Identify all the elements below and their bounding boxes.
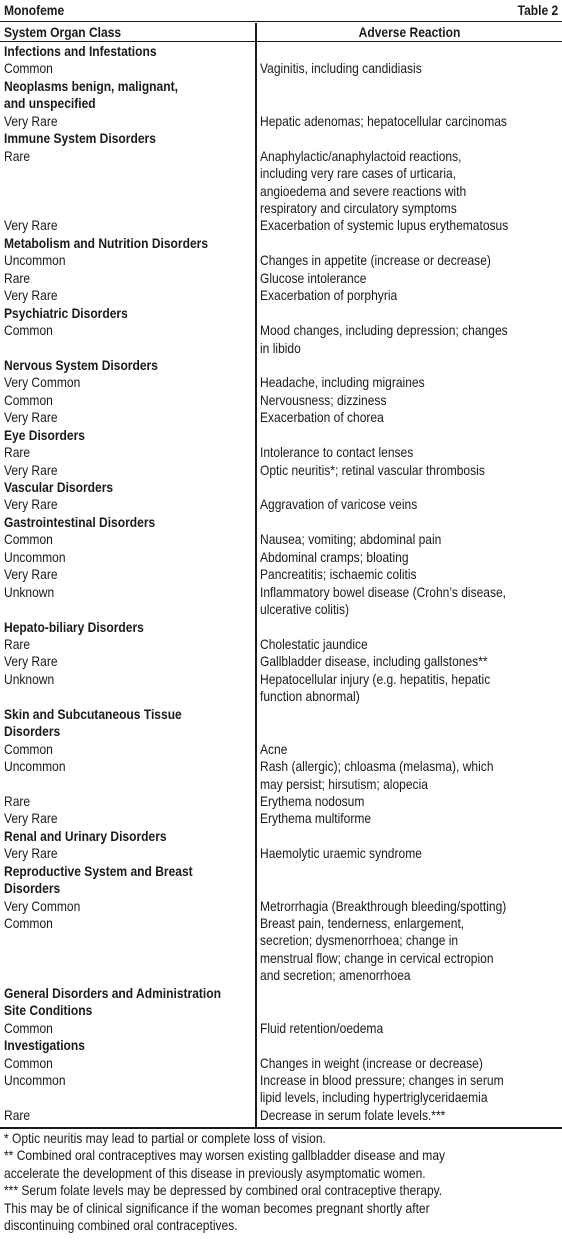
adverse-reaction-cell: Cholestatic jaundice [260,635,368,652]
adverse-reaction-cell: Glucose intolerance [260,269,367,286]
category-row [0,706,562,741]
footnote: ** Combined oral contraceptives may worsen existing gallbladder disease and may accelerate the development of this disease in previously asymptomatic women. [4,1147,446,1181]
table-number: Table 2 [517,2,558,18]
system-organ-class: General Disorders and Administration Site Conditions [4,984,222,1019]
frequency-cell: Rare [4,1106,31,1123]
category-row [0,130,562,147]
table-row [0,549,562,566]
frequency-cell: Very Rare [4,810,58,827]
frequency-cell: Rare [4,792,31,809]
frequency-cell: Unknown [4,670,55,687]
adverse-reaction-cell: Vaginitis, including candidiasis [260,60,422,77]
category-row [0,863,562,898]
table-row [0,636,562,653]
frequency-cell: Rare [4,635,31,652]
frequency-cell: Very Rare [4,653,58,670]
frequency-cell: Uncommon [4,758,66,775]
table-row [0,1055,562,1072]
adverse-reaction-cell: Metrorrhagia (Breakthrough bleeding/spotting) [260,897,507,914]
table-row [0,671,562,706]
adverse-reaction-cell: Nausea; vomiting; abdominal pain [260,531,442,548]
table-row [0,496,562,513]
system-organ-class: Immune System Disorders [4,130,156,147]
table-row [0,287,562,304]
frequency-cell: Very Common [4,897,81,914]
frequency-cell: Uncommon [4,252,66,269]
table-row [0,252,562,269]
frequency-cell: Common [4,1054,53,1071]
adverse-reaction-cell: Breast pain, tenderness, enlargement, secretion; dysmenorrhoea; change in menstrual flow; change in cervical ectropion and secretion; amenorrhoea [260,915,494,984]
frequency-cell: Very Rare [4,217,58,234]
frequency-cell: Common [4,740,53,757]
table-row [0,758,562,793]
category-row [0,78,562,113]
adverse-reaction-cell: Exacerbation of chorea [260,409,384,426]
adverse-reaction-cell: Increase in blood pressure; changes in serum lipid levels, including hypertriglyceridaemia [260,1072,504,1106]
frequency-cell: Very Rare [4,461,58,478]
system-organ-class: Investigations [4,1037,85,1054]
category-row [0,514,562,531]
table-row [0,270,562,287]
column-header-adverse-reaction: Adverse Reaction [358,24,461,40]
table-row [0,793,562,810]
adverse-reaction-cell: Optic neuritis*; retinal vascular thrombosis [260,461,485,478]
system-organ-class: Hepato-biliary Disorders [4,618,144,635]
adverse-reaction-cell: Hepatic adenomas; hepatocellular carcinomas [260,112,507,129]
category-row [0,235,562,252]
table-row [0,1107,562,1124]
adverse-reaction-cell: Erythema nodosum [260,792,365,809]
adverse-reaction-cell: Mood changes, including depression; changes in libido [260,322,508,356]
table-row [0,113,562,130]
table-header-row [0,23,562,42]
table-row [0,217,562,234]
table-row [0,566,562,583]
frequency-cell: Rare [4,444,31,461]
adverse-reaction-cell: Acne [260,740,288,757]
adverse-reaction-cell: Anaphylactic/anaphylactoid reactions, including very rare cases of urticaria, angioedema and severe reactions with respiratory and circulatory symptoms [260,147,467,216]
system-organ-class: Reproductive System and Breast Disorders [4,862,193,897]
table-row [0,915,562,985]
frequency-cell: Common [4,391,53,408]
frequency-cell: Very Rare [4,287,58,304]
frequency-cell: Very Common [4,374,81,391]
system-organ-class: Neoplasms benign, malignant, and unspecified [4,77,178,112]
frequency-cell: Uncommon [4,548,66,565]
table-row [0,374,562,391]
footnotes [4,1130,559,1235]
frequency-cell: Very Rare [4,409,58,426]
system-organ-class: Vascular Disorders [4,479,114,496]
table-row [0,1072,562,1107]
adverse-reaction-cell: Changes in appetite (increase or decrease) [260,252,491,269]
adverse-reaction-cell: Headache, including migraines [260,374,425,391]
adverse-reaction-cell: Rash (allergic); chloasma (melasma), which may persist; hirsutism; alopecia [260,758,494,792]
table-bottom-rule [0,1127,562,1129]
adverse-reaction-cell: Inflammatory bowel disease (Crohn’s disease, ulcerative colitis) [260,583,507,618]
frequency-cell: Uncommon [4,1072,66,1089]
system-organ-class: Infections and Infestations [4,43,157,59]
frequency-cell: Very Rare [4,845,58,862]
table-row [0,1020,562,1037]
adverse-reaction-cell: Exacerbation of systemic lupus erythematosus [260,217,509,234]
category-row [0,828,562,845]
table-body [0,43,562,1124]
frequency-cell: Unknown [4,583,55,600]
table-row [0,409,562,426]
adverse-reaction-cell: Abdominal cramps; bloating [260,548,409,565]
table-row [0,322,562,357]
category-row [0,985,562,1020]
column-header-system-organ-class: System Organ Class [4,24,122,40]
frequency-cell: Common [4,60,53,77]
category-row [0,619,562,636]
category-row [0,479,562,496]
frequency-cell: Rare [4,147,31,164]
table-row [0,60,562,77]
table-row [0,444,562,461]
adverse-reaction-cell: Haemolytic uraemic syndrome [260,845,422,862]
table-row [0,845,562,862]
adverse-reaction-cell: Nervousness; dizziness [260,391,387,408]
table-row [0,653,562,670]
table-row [0,462,562,479]
system-organ-class: Renal and Urinary Disorders [4,827,167,844]
table-row [0,148,562,218]
category-row [0,43,562,60]
frequency-cell: Common [4,531,53,548]
footnote: * Optic neuritis may lead to partial or complete loss of vision. [4,1130,326,1146]
table-row [0,741,562,758]
table-row [0,584,562,619]
system-organ-class: Skin and Subcutaneous Tissue Disorders [4,705,182,740]
category-row [0,427,562,444]
table-row [0,531,562,548]
frequency-cell: Common [4,1019,53,1036]
adverse-reaction-cell: Exacerbation of porphyria [260,287,398,304]
system-organ-class: Nervous System Disorders [4,356,158,373]
adverse-reaction-cell: Changes in weight (increase or decrease) [260,1054,483,1071]
frequency-cell: Very Rare [4,112,58,129]
frequency-cell: Very Rare [4,496,58,513]
table-row [0,898,562,915]
system-organ-class: Psychiatric Disorders [4,304,128,321]
frequency-cell: Common [4,915,53,932]
frequency-cell: Rare [4,269,31,286]
adverse-reaction-cell: Pancreatitis; ischaemic colitis [260,566,417,583]
category-row [0,357,562,374]
adverse-reaction-cell: Hepatocellular injury (e.g. hepatitis, hepatic function abnormal) [260,670,491,705]
adverse-reaction-cell: Gallbladder disease, including gallstones** [260,653,488,670]
system-organ-class: Eye Disorders [4,426,85,443]
footnote: *** Serum folate levels may be depressed by combined oral contraceptive therapy. This may be of clinical significance if the woman becomes pregnant shortly after discontinuing combined oral contraceptives. [4,1182,443,1234]
adverse-reaction-cell: Erythema multiforme [260,810,372,827]
category-row [0,1037,562,1054]
frequency-cell: Very Rare [4,566,58,583]
category-row [0,305,562,322]
document-title: Monofeme [4,2,65,18]
table-row [0,392,562,409]
system-organ-class: Metabolism and Nutrition Disorders [4,234,209,251]
system-organ-class: Gastrointestinal Disorders [4,513,156,530]
adverse-reaction-cell: Aggravation of varicose veins [260,496,418,513]
frequency-cell: Common [4,322,53,339]
table-row [0,810,562,827]
adverse-reaction-cell: Fluid retention/oedema [260,1019,384,1036]
title-bar [0,0,562,22]
adverse-reaction-cell: Decrease in serum folate levels.*** [260,1106,446,1123]
adverse-reaction-cell: Intolerance to contact lenses [260,444,414,461]
